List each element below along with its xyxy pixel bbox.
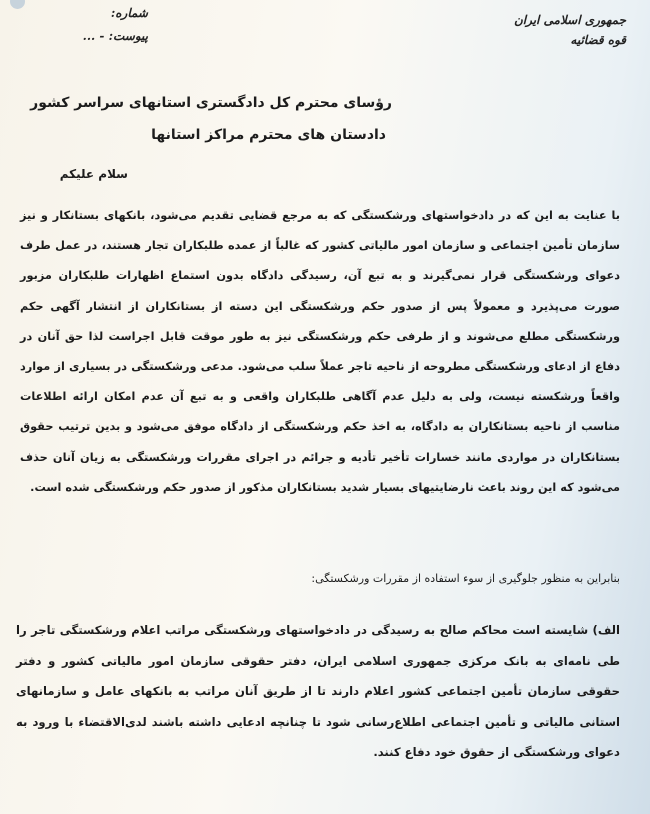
emblem-line-judiciary: قوه قضائیه [570,33,626,47]
punch-hole [10,0,25,9]
letterhead-emblem [514,10,626,50]
attachment-line [28,25,148,48]
addressee-line-1: رؤسای محترم کل دادگستری استانهای سراسر کشور [30,95,392,111]
body-paragraph-3: الف) شایسته است محاکم صالح به رسیدگی در دادخواستهای ورشکستگی مراتب اعلام ورشکستگی تاجر را طی نامه‌ای به بانک مرکزی جمهوری اسلامی ایران، دفتر حقوقی سازمان امور مالیاتی کشور و دفتر حقوقی سازمان تأمین اجتماعی کشور اعلام دارند تا از طریق آنان مراتب به بانکهای عامل و سازمانهای استانی مالیاتی و تأمین اجتماعی اطلاع‌رسانی شود تا چنانچه ادعایی داشته باشند لدی‌الاقتضاء با ورود به دعوای ورشکستگی از حقوق خود دفاع کنند. [16,623,620,759]
addressee-line-2: دادستان های محترم مراکز استانها [151,127,386,143]
greeting: سلام علیکم [59,167,128,181]
emblem-line-country: جمهوری اسلامی ایران [513,13,626,27]
body-paragraph-2: بنابراین به منظور جلوگیری از سوء استفاده از مقررات ورشکستگی: [311,572,620,585]
letterhead-reference [28,2,148,48]
attachment-label: پیوست: [108,29,148,43]
attachment-value: - ... [82,29,105,43]
number-label: شماره: [110,6,148,20]
body-paragraph-1: با عنایت به این که در دادخواستهای ورشکستگی که به مرجع قضایی تقدیم می‌شود، بانکهای بستانکار و نیز سازمان تأمین اجتماعی و سازمان امور مالیاتی کشور که غالباً از عمده طلبکاران تجار هستند، در عمل طرف دعوای ورشکستگی قرار نمی‌گیرند و به تبع آن، رسیدگی دادگاه بدون استماع اظهارات طلبکاران مزبور صورت می‌پذیرد و معمولاً پس از صدور حکم ورشکستگی این دسته از بستانکاران از انتشار آگهی حکم ورشکستگی مطلع می‌شوند و از طرفی حکم ورشکستگی نیز به طور موقت قابل اجراست لذا حق آنان در دفاع از ادعای ورشکستگی مطروحه از ناحیه تاجر عملاً سلب می‌شود. مدعی ورشکستگی در بسیاری از موارد واقعاً ورشکسته نیست، ولی به دلیل عدم آگاهی طلبکاران واقعی و به تبع آن عدم امکان ارائه اطلاعات مناسب از ناحیه بستانکاران به دادگاه، به اخذ حکم ورشکستگی از دادگاه موفق می‌شود و بدین ترتیب حقوق بستانکاران در مواردی مانند خسارات تأخیر تأدیه و جرائم در اجرای مقررات ورشکستگی به زیان آنان حذف می‌شود که این روند باعث نارضایتیهای بسیار شدید بستانکاران مذکور از صدور حکم ورشکستگی شده است. [20,209,620,494]
